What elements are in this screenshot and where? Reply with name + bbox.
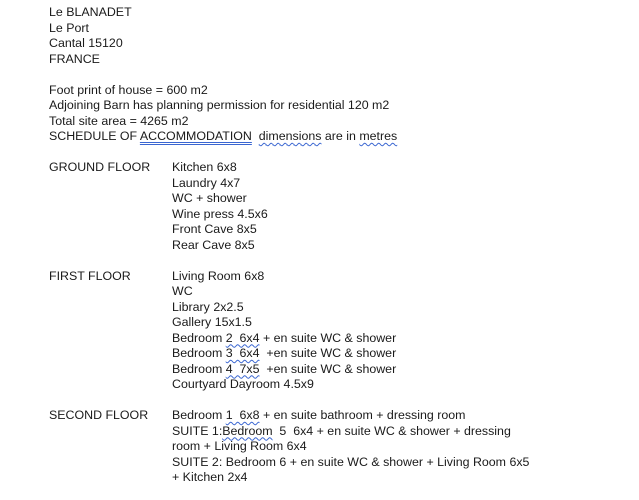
room-text: Bedroom	[172, 330, 226, 345]
schedule-text	[252, 129, 259, 143]
room-item	[172, 331, 634, 347]
fact-line: Total site area = 4265 m2	[49, 113, 189, 128]
address-block	[49, 5, 634, 67]
room-item: Front Cave 8x5	[172, 222, 257, 236]
room-text: + en suite WC & shower	[259, 330, 397, 345]
second-floor-label: SECOND FLOOR	[49, 408, 149, 422]
room-item: + Kitchen 2x4	[172, 470, 248, 484]
schedule-text: are in	[321, 129, 360, 143]
room-item: Laundry 4x7	[172, 175, 241, 190]
schedule-text: metres	[359, 129, 398, 143]
address-line: Cantal 15120	[49, 36, 123, 50]
room-item: Library 2x2.5	[172, 299, 244, 314]
fact-line: Foot print of house = 600 m2	[49, 82, 208, 97]
fact-line: Adjoining Barn has planning permission for residential 120 m2	[49, 98, 390, 112]
address-line: Le BLANADET	[49, 5, 132, 19]
room-text: 3 6x4	[225, 346, 260, 360]
schedule-heading	[49, 129, 634, 145]
document-body	[49, 5, 634, 486]
room-item	[172, 424, 634, 440]
facts-block	[49, 83, 634, 145]
schedule-text: SCHEDULE OF	[49, 129, 140, 143]
room-item	[172, 408, 634, 424]
ground-floor-label: GROUND FLOOR	[49, 160, 151, 174]
room-text: Bedroom	[222, 423, 273, 438]
first-floor-section	[49, 269, 634, 393]
room-item: Living Room 6x8	[172, 268, 265, 283]
spacer	[49, 145, 634, 161]
address-line: Le Port	[49, 20, 89, 35]
room-item: Wine press 4.5x6	[172, 206, 268, 221]
room-item: Rear Cave 8x5	[172, 237, 255, 252]
room-text: +en suite WC & shower	[259, 346, 397, 360]
room-text: + en suite bathroom + dressing room	[259, 408, 466, 422]
room-text: Bedroom	[172, 361, 226, 376]
spacer	[49, 393, 634, 409]
room-text: Bedroom	[172, 408, 226, 422]
schedule-text: dimensions	[258, 129, 322, 143]
room-text: 2 6x4	[225, 330, 260, 345]
spacer	[49, 67, 634, 83]
room-item	[172, 362, 634, 378]
ground-floor-section	[49, 160, 634, 253]
room-item: room + Living Room 6x4	[172, 439, 307, 453]
spacer	[49, 253, 634, 269]
room-text: Bedroom	[172, 346, 226, 360]
room-text: 5 6x4 + en suite WC & shower + dressing	[272, 423, 511, 438]
room-item: SUITE 2: Bedroom 6 + en suite WC & shower + Living Room 6x5	[172, 454, 530, 469]
second-floor-section	[49, 408, 634, 486]
room-text: +en suite WC & shower	[259, 361, 397, 376]
room-item: Kitchen 6x8	[172, 160, 237, 174]
room-item: WC + shower	[172, 191, 247, 205]
room-item: Gallery 15x1.5	[172, 315, 252, 329]
room-text: 1 6x8	[225, 408, 260, 422]
room-item: WC	[172, 284, 193, 298]
address-line: FRANCE	[49, 51, 100, 66]
room-text: SUITE 1:	[172, 423, 223, 438]
first-floor-label: FIRST FLOOR	[49, 268, 131, 283]
room-item: Courtyard Dayroom 4.5x9	[172, 377, 314, 391]
room-item	[172, 346, 634, 362]
schedule-text: ACCOMMODATION	[139, 129, 252, 143]
room-text: 4 7x5	[225, 361, 260, 376]
